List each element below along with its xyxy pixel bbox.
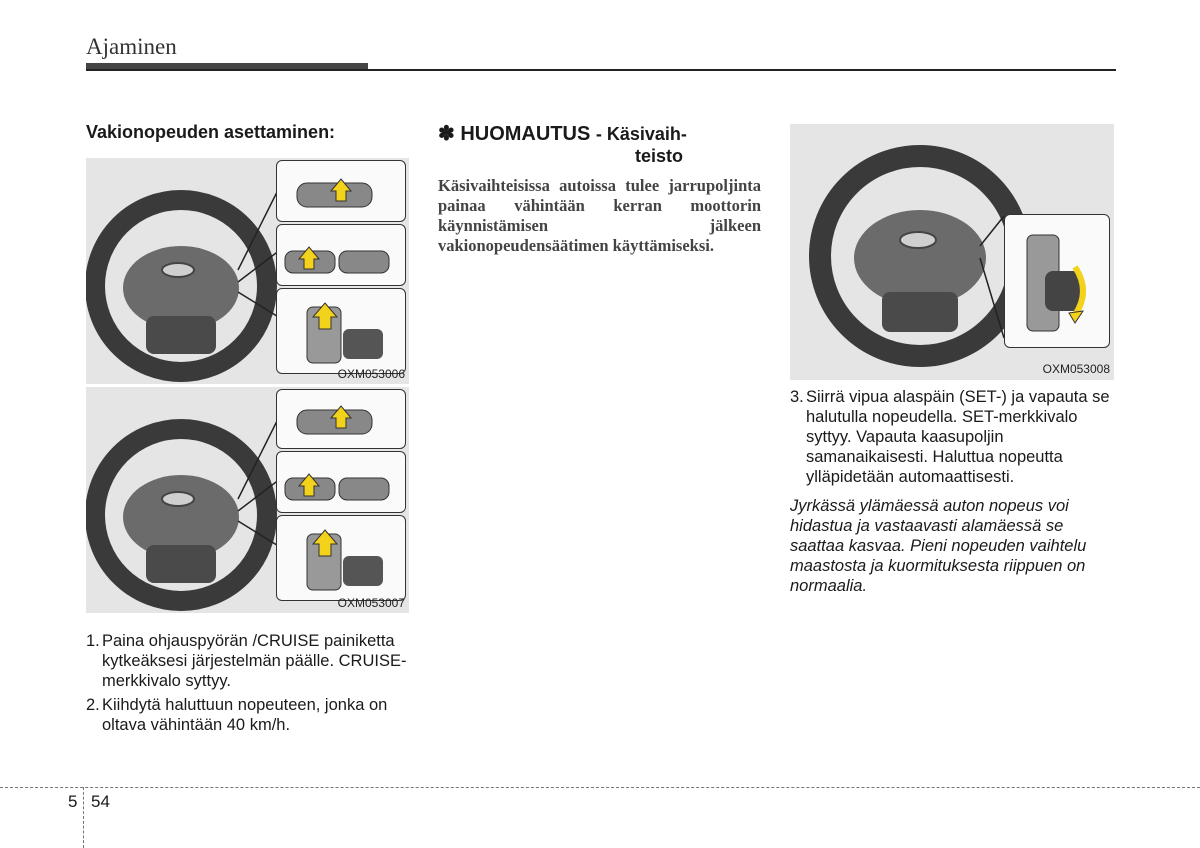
figure-caption: OXM053006	[337, 367, 405, 381]
inset-cruise-button	[276, 389, 406, 449]
inset-cruise-button-2	[276, 451, 406, 513]
inset-cruise-button	[276, 160, 406, 222]
page-number: 54	[91, 792, 110, 811]
inset-cruise-lever	[276, 515, 406, 601]
steps-list	[86, 631, 409, 739]
footer-separator	[83, 787, 84, 848]
note-subtitle-cont: teisto	[635, 146, 684, 166]
header-rule	[86, 69, 1116, 71]
step-number: 2.	[86, 696, 100, 714]
figure-cruise-set	[86, 387, 409, 613]
step-item	[86, 631, 409, 691]
chapter-number: 5	[68, 792, 78, 811]
section-title: Ajaminen	[86, 34, 177, 59]
figure-set-lever	[790, 124, 1114, 380]
step-item	[86, 695, 409, 735]
figure-cruise-switch-on	[86, 158, 409, 384]
inset-set-lever	[1004, 214, 1110, 348]
inset-cruise-lever	[276, 288, 406, 374]
procedure-heading: Vakionopeuden asettaminen:	[86, 122, 336, 142]
step-number: 1.	[86, 632, 100, 650]
italic-remark: Jyrkässä ylämäessä auton nopeus voi hidastua ja vastaavasti alamäessä se saattaa kasvaa. Pieni nopeuden vaihtelu maastosta ja kuormituksesta riippuen on normaalia.	[790, 497, 1087, 595]
figure-caption: OXM053008	[1042, 362, 1110, 376]
step-number: 3.	[790, 388, 804, 406]
step-text: Kiihdytä haluttuun nopeuteen, jonka on oltava vähintään 40 km/h.	[102, 696, 388, 734]
step-text: Paina ohjauspyörän /CRUISE painiketta kytkeäksesi järjestelmän päälle. CRUISE-merkkivalo syttyy.	[102, 632, 407, 690]
note-subtitle: - Käsivaih-	[595, 124, 687, 144]
step3	[790, 387, 1114, 491]
step-item	[790, 387, 1114, 487]
note-heading	[438, 122, 768, 166]
figure-caption: OXM053007	[337, 596, 405, 610]
note-label: HUOMAUTUS	[460, 123, 591, 145]
step-text: Siirrä vipua alaspäin (SET-) ja vapauta se halutulla nopeudella. SET-merkkivalo syttyy. Vapauta kaasupoljin samanaikaisesti. Haluttua nopeutta ylläpidetään automaattisesti.	[806, 388, 1110, 486]
note-symbol-icon: ✽	[438, 123, 455, 145]
note-body: Käsivaihteisissa autoissa tulee jarrupoljinta painaa vähintään kerran moottorin käynnistämisen jälkeen vakionopeudensäätimen käyttämiseksi.	[438, 176, 761, 255]
footer-rule	[0, 787, 1200, 788]
inset-cruise-button-2	[276, 224, 406, 286]
